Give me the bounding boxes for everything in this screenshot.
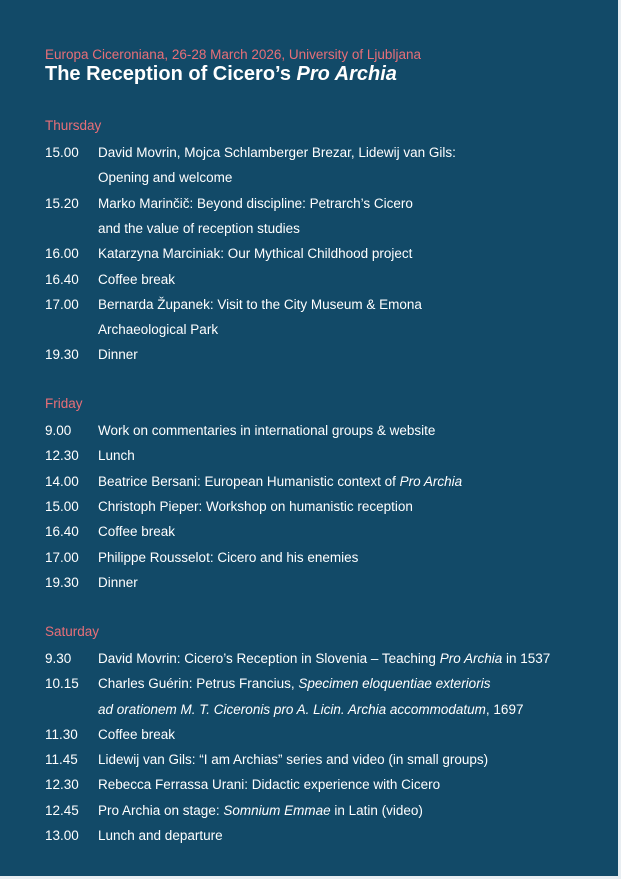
text-segment: Christoph Pieper: Workshop on humanistic reception	[98, 499, 413, 514]
session-time: 13.00	[45, 828, 79, 843]
session-text	[98, 165, 232, 190]
session-text	[98, 545, 358, 570]
text-segment: , 1697	[485, 702, 524, 717]
italic-title: ad orationem M. T. Ciceronis pro A. Licin. Archia accommodatum	[98, 702, 486, 717]
session-text	[98, 646, 550, 671]
session-text	[98, 267, 175, 292]
text-segment: Opening and welcome	[98, 170, 233, 185]
text-segment: Dinner	[98, 575, 138, 590]
session-time: 15.00	[45, 499, 79, 514]
session-text	[98, 443, 135, 468]
conference-subtitle: Europa Ciceroniana, 26-28 March 2026, University of Ljubljana	[45, 47, 421, 62]
italic-title: Pro Archia	[399, 474, 463, 489]
text-segment: Work on commentaries in international groups & website	[98, 423, 436, 438]
text-segment: Archaeological Park	[98, 322, 219, 337]
session-time: 16.00	[45, 246, 79, 261]
text-segment: in 1537	[502, 651, 551, 666]
session-time: 15.20	[45, 196, 79, 211]
italic-title: Pro Archia	[439, 651, 503, 666]
title-italic: Pro Archia	[296, 63, 397, 85]
session-text	[98, 418, 435, 443]
session-time: 14.00	[45, 474, 79, 489]
italic-title: Specimen eloquentiae exterioris	[298, 676, 491, 691]
text-segment: Katarzyna Marciniak: Our Mythical Childhood project	[98, 246, 413, 261]
text-segment: Coffee break	[98, 272, 176, 287]
session-text	[98, 697, 523, 722]
text-segment: Marko Marinčič: Beyond discipline: Petrarch’s Cicero	[98, 196, 413, 211]
session-time: 19.30	[45, 347, 79, 362]
session-text	[98, 671, 490, 696]
text-segment: Lunch and departure	[98, 828, 223, 843]
session-text	[98, 241, 412, 266]
session-text	[98, 216, 300, 241]
session-text	[98, 747, 488, 772]
session-text	[98, 494, 413, 519]
text-segment: David Movrin: Cicero’s Reception in Slovenia – Teaching	[98, 651, 440, 666]
day-heading-thursday: Thursday	[45, 118, 102, 133]
text-segment: Beatrice Bersani: European Humanistic context of	[98, 474, 400, 489]
session-text	[98, 469, 462, 494]
text-segment: Lidewij van Gils: “I am Archias” series and video (in small groups)	[98, 752, 489, 767]
session-time: 16.40	[45, 524, 79, 539]
text-segment: Pro Archia on stage:	[98, 803, 224, 818]
session-time: 11.45	[45, 752, 78, 767]
session-time: 10.15	[45, 676, 79, 691]
text-segment: Philippe Rousselot: Cicero and his enemies	[98, 550, 359, 565]
session-time: 9.00	[45, 423, 72, 438]
text-segment: Lunch	[98, 448, 135, 463]
text-segment: Rebecca Ferrassa Urani: Didactic experience with Cicero	[98, 777, 441, 792]
day-heading-friday: Friday	[45, 396, 83, 411]
italic-title: Somnium Emmae	[223, 803, 331, 818]
session-time: 12.30	[45, 448, 79, 463]
session-text	[98, 798, 423, 823]
session-time: 11.30	[45, 727, 78, 742]
text-segment: Coffee break	[98, 727, 176, 742]
page-title	[45, 63, 397, 86]
text-segment: Bernarda Županek: Visit to the City Museum & Emona	[98, 297, 422, 312]
session-text	[98, 772, 440, 797]
day-heading-saturday: Saturday	[45, 624, 100, 639]
session-text	[98, 570, 138, 595]
session-text	[98, 317, 218, 342]
session-time: 12.45	[45, 803, 79, 818]
session-time: 17.00	[45, 550, 79, 565]
session-text	[98, 191, 413, 216]
session-time: 16.40	[45, 272, 79, 287]
title-text: The Reception of Cicero’s	[45, 63, 297, 85]
text-segment: and the value of reception studies	[98, 221, 300, 236]
session-time: 15.00	[45, 145, 79, 160]
session-time: 12.30	[45, 777, 79, 792]
session-text	[98, 722, 175, 747]
session-time: 19.30	[45, 575, 79, 590]
session-text	[98, 292, 422, 317]
text-segment: in Latin (video)	[330, 803, 423, 818]
text-segment: Dinner	[98, 347, 138, 362]
session-text	[98, 519, 175, 544]
text-segment: Coffee break	[98, 524, 176, 539]
session-time: 9.30	[45, 651, 72, 666]
session-time: 17.00	[45, 297, 79, 312]
text-segment: David Movrin, Mojca Schlamberger Brezar, Lidewij van Gils:	[98, 145, 456, 160]
session-text	[98, 140, 456, 165]
text-segment: Charles Guérin: Petrus Francius,	[98, 676, 299, 691]
session-text	[98, 342, 138, 367]
session-text	[98, 823, 223, 848]
